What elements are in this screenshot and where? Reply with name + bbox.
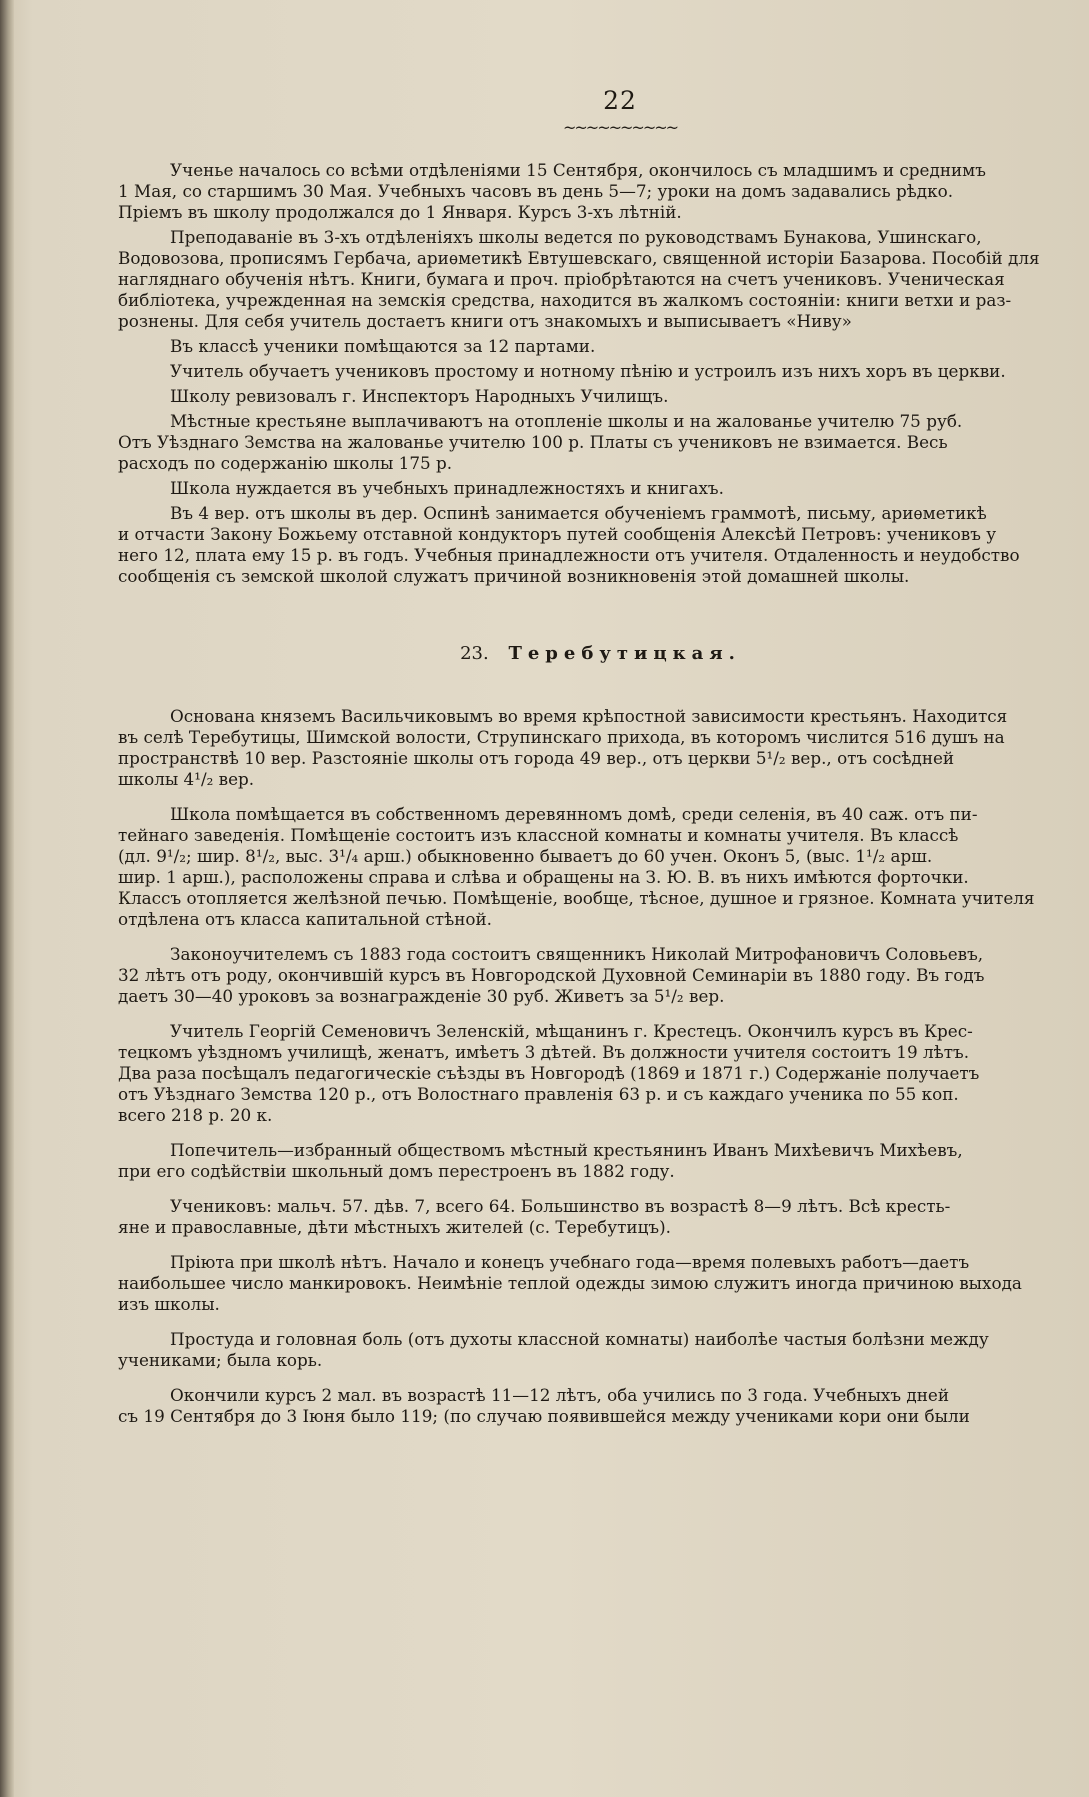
paragraph: Школа помѣщается въ собственномъ деревянномъ домѣ, среди селенія, въ 40 саж. отъ пи- тейнаго заведенія. Помѣщеніе состоитъ изъ классной комнаты и комнаты учителя. Въ классѣ (дл. 9¹/₂; шир. 8¹/₂, выс. 3¹/₄ арш.) обыкновенно бываетъ до 60 учен. Оконъ 5, (выс. 1¹/₂ арш. шир. 1 арш.), расположены справа и слѣва и обращены на З. Ю. В. въ нихъ имѣются форточки. Классъ отопляется желѣзной печью. Помѣщеніе, вообще, тѣсное, душное и грязное. Комната учителя отдѣлена отъ класса капитальной стѣной. <box>118 804 1035 929</box>
page-binding-edge <box>0 0 14 1797</box>
paragraph: Въ 4 вер. отъ школы въ дер. Оспинѣ занимается обученіемъ граммотѣ, письму, ариѳметикѣ и отчасти Закону Божьему отставной кондукторъ путей сообщенія Алексѣй Петровъ: учениковъ у него 12, плата ему 15 р. въ годъ. Учебныя принадлежности отъ учителя. Отдаленность и неудобство сообщенія съ земской школой служатъ причиной возникновенія этой домашней школы. <box>118 503 1020 586</box>
paragraph: Попечитель—избранный обществомъ мѣстный крестьянинъ Иванъ Михѣевичъ Михѣевъ, при его содѣйствіи школьный домъ перестроенъ въ 1882 году. <box>118 1140 963 1181</box>
section-heading <box>118 643 1083 664</box>
section-23 <box>118 706 1083 1427</box>
paragraph: Учитель Георгій Семеновичъ Зеленскій, мѣщанинъ г. Крестецъ. Окончилъ курсъ въ Крес- тецкомъ уѣздномъ училищѣ, женатъ, имѣетъ 3 дѣтей. Въ должности учителя состоитъ 19 лѣтъ. Два раза посѣщалъ педагогическіе съѣзды въ Новгородѣ (1869 и 1871 г.) Содержаніе получаетъ отъ Уѣзднаго Земства 120 р., отъ Волостнаго правленія 63 р. и съ каждаго ученика по 55 коп. всего 218 р. 20 к. <box>118 1021 980 1125</box>
paragraph: Мѣстные крестьяне выплачиваютъ на отопленіе школы и на жалованье учителю 75 руб. Отъ Уѣзднаго Земства на жалованье учителю 100 р. Платы съ учениковъ не взимается. Весь расходъ по содержанію школы 175 р. <box>118 411 963 473</box>
paragraph: Основана княземъ Васильчиковымъ во время крѣпостной зависимости крестьянъ. Находится въ селѣ Теребутицы, Шимской волости, Струпинскаго прихода, въ которомъ числится 516 душъ на пространствѣ 10 вер. Разстояніе школы отъ города 49 вер., отъ церкви 5¹/₂ вер., отъ сосѣдней школы 4¹/₂ вер. <box>118 706 1008 789</box>
page-number: 22 <box>603 86 637 115</box>
paragraph: Законоучителемъ съ 1883 года состоитъ священникъ Николай Митрофановичъ Соловьевъ, 32 лѣтъ отъ роду, окончившій курсъ въ Новгородской Духовной Семинаріи въ 1880 году. Въ годъ даетъ 30—40 уроковъ за вознагражденіе 30 руб. Живетъ за 5¹/₂ вер. <box>118 944 985 1006</box>
paragraph: Окончили курсъ 2 мал. въ возрастѣ 11—12 лѣтъ, оба учились по 3 года. Учебныхъ дней съ 19 Сентября до 3 Іюня было 119; (по случаю появившейся между учениками кори они были <box>118 1385 970 1426</box>
page-number-ornament: ~~~~~~~~~~ <box>562 118 678 137</box>
paragraph: Школа нуждается въ учебныхъ принадлежностяхъ и книгахъ. <box>170 478 724 498</box>
paragraph: Пріюта при школѣ нѣтъ. Начало и конецъ учебнаго года—время полевыхъ работъ—даетъ наибольшее число манкировокъ. Неимѣніе теплой одежды зимою служитъ иногда причиною выхода изъ школы. <box>118 1252 1022 1314</box>
paragraph: Въ классѣ ученики помѣщаются за 12 партами. <box>170 336 596 356</box>
paragraph: Преподаваніе въ 3-хъ отдѣленіяхъ школы ведется по руководствамъ Бунакова, Ушинскаго, Водовозова, прописямъ Гербача, ариѳметикѣ Евтушевскаго, священной исторіи Базарова. Пособій для нагляднаго обученія нѣтъ. Книги, бумага и проч. пріобрѣтаются на счетъ учениковъ. Ученическая библiотека, учрежденная на земскія средства, находится въ жалкомъ состояніи: книги ветхи и раз- рознены. Для себя учитель достаетъ книги отъ знакомыхъ и выписываетъ «Ниву» <box>118 227 1040 331</box>
section-title: Теребутицкая. <box>508 643 741 664</box>
page-body <box>118 160 1083 1441</box>
section-number: 23. <box>460 643 489 664</box>
paragraph: Школу ревизовалъ г. Инспекторъ Народныхъ Училищъ. <box>170 386 669 406</box>
paragraph: Простуда и головная боль (отъ духоты классной комнаты) наиболѣе частыя болѣзни между учениками; была корь. <box>118 1329 989 1370</box>
section-22-continuation <box>118 160 1083 587</box>
paragraph: Ученье началось со всѣми отдѣленіями 15 Сентября, окончилось съ младшимъ и среднимъ 1 Мая, со старшимъ 30 Мая. Учебныхъ часовъ въ день 5—7; уроки на домъ задавались рѣдко. Пріемъ въ школу продолжался до 1 Января. Курсъ 3-хъ лѣтній. <box>118 160 986 222</box>
paragraph: Учениковъ: мальч. 57. дѣв. 7, всего 64. Большинство въ возрастѣ 8—9 лѣтъ. Всѣ кресть- яне и православные, дѣти мѣстныхъ жителей (с. Теребутицъ). <box>118 1196 951 1237</box>
paragraph: Учитель обучаетъ учениковъ простому и нотному пѣнію и устроилъ изъ нихъ хоръ въ церкви. <box>170 361 1006 381</box>
